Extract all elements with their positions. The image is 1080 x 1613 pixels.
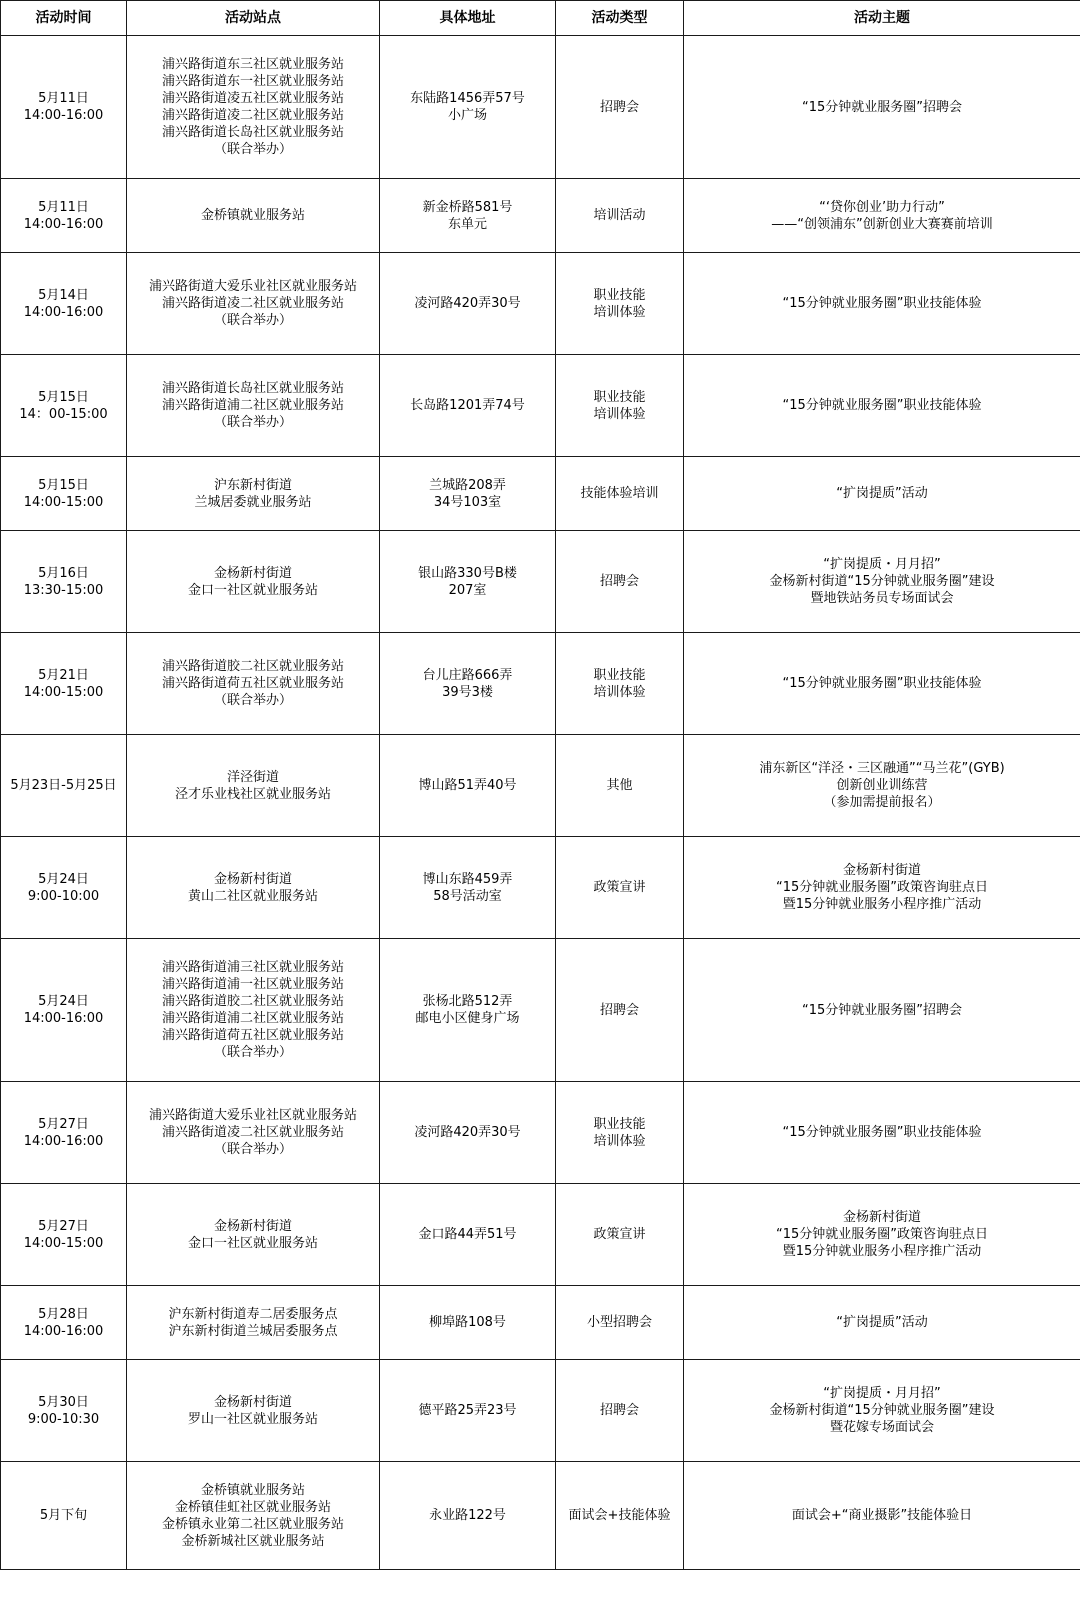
type-cell — [556, 735, 684, 837]
type-text: 培训体验 — [593, 406, 646, 422]
station-text: 金杨新村街道 — [213, 871, 292, 887]
time-text: 14:00-16:00 — [23, 304, 104, 320]
theme-text: 暨15分钟就业服务小程序推广活动 — [782, 1244, 982, 1259]
type-text: 培训体验 — [593, 304, 646, 320]
column-header-address: 具体地址 — [380, 1, 556, 36]
time-text: 14:00-16:00 — [23, 108, 104, 123]
time-text: 5月27日 — [38, 1116, 89, 1132]
time-text: 5月15日 — [38, 389, 89, 405]
address-cell — [380, 179, 556, 253]
theme-text: 创新创业训练营 — [836, 778, 928, 793]
table-row — [1, 36, 1080, 179]
time-cell — [1, 735, 127, 837]
station-text: 浦兴路街道荷五社区就业服务站 — [161, 676, 344, 691]
type-cell — [556, 1082, 684, 1184]
time-text: 5月28日 — [38, 1306, 89, 1322]
theme-cell — [684, 735, 1080, 837]
column-header-time: 活动时间 — [1, 1, 127, 36]
table-row — [1, 1462, 1080, 1570]
type-cell — [556, 1462, 684, 1570]
table-row — [1, 355, 1080, 457]
station-text: 泾才乐业栈社区就业服务站 — [174, 786, 331, 802]
theme-text: “‘贷你创业’助力行动” — [819, 199, 945, 215]
header-row — [1, 1, 1080, 36]
time-text: 5月21日 — [38, 667, 89, 683]
time-text: 5月16日 — [38, 565, 89, 581]
time-text: 5月30日 — [38, 1394, 89, 1410]
station-cell — [127, 1462, 380, 1570]
time-cell — [1, 355, 127, 457]
type-text: 培训体验 — [593, 1133, 646, 1149]
station-cell — [127, 1082, 380, 1184]
station-text: 金桥镇就业服务站 — [200, 1482, 305, 1498]
station-text: 浦兴路街道浦一社区就业服务站 — [161, 977, 344, 992]
station-text: 浦兴路街道凌五社区就业服务站 — [161, 91, 344, 106]
station-cell — [127, 1184, 380, 1286]
theme-cell — [684, 1082, 1080, 1184]
time-text: 9:00-10:00 — [27, 888, 100, 904]
theme-cell — [684, 1462, 1080, 1570]
address-text: 德平路25弄23号 — [418, 1403, 517, 1418]
time-cell — [1, 633, 127, 735]
time-cell — [1, 1082, 127, 1184]
address-cell — [380, 253, 556, 355]
theme-text: “15分钟就业服务圈”职业技能体验 — [782, 676, 982, 691]
theme-cell — [684, 253, 1080, 355]
table-row — [1, 1082, 1080, 1184]
station-text: 沪东新村街道寿二居委服务点 — [168, 1306, 338, 1322]
theme-text: “15分钟就业服务圈”政策咨询驻点日 — [775, 880, 988, 895]
theme-text: “扩岗提质・月月招” — [823, 557, 941, 572]
type-cell — [556, 253, 684, 355]
address-text: 邮电小区健身广场 — [415, 1011, 520, 1026]
station-text: 浦兴路街道凌二社区就业服务站 — [161, 296, 344, 311]
station-text: 浦兴路街道凌二社区就业服务站 — [161, 1125, 344, 1140]
type-cell — [556, 939, 684, 1082]
time-text: 5月24日 — [38, 871, 89, 887]
station-text: 金桥镇佳虹社区就业服务站 — [174, 1499, 331, 1515]
theme-text: ——“创领浦东”创新创业大赛赛前培训 — [771, 216, 993, 232]
address-cell — [380, 457, 556, 531]
station-text: 金桥镇永业第二社区就业服务站 — [161, 1516, 344, 1532]
station-text: 金口一社区就业服务站 — [187, 1235, 318, 1251]
time-text: 5月11日 — [38, 199, 89, 215]
address-cell — [380, 633, 556, 735]
type-text: 面试会+技能体验 — [568, 1508, 671, 1523]
theme-cell — [684, 36, 1080, 179]
time-text: 5月14日 — [38, 287, 89, 303]
table-row — [1, 1184, 1080, 1286]
theme-cell — [684, 531, 1080, 633]
type-text: 培训体验 — [593, 684, 646, 700]
station-cell — [127, 36, 380, 179]
address-cell — [380, 1286, 556, 1360]
time-cell — [1, 1184, 127, 1286]
table-row — [1, 253, 1080, 355]
station-text: （联合举办） — [213, 693, 292, 708]
station-cell — [127, 457, 380, 531]
type-cell — [556, 633, 684, 735]
station-text: 浦兴路街道凌二社区就业服务站 — [161, 108, 344, 123]
theme-text: 暨地铁站务员专场面试会 — [810, 591, 954, 606]
station-text: 金杨新村街道 — [213, 565, 292, 581]
time-text: 14:00-15:00 — [23, 684, 104, 700]
address-text: 东陆路1456弄57号 — [410, 91, 525, 106]
station-text: 浦兴路街道大爱乐业社区就业服务站 — [148, 279, 357, 294]
time-cell — [1, 457, 127, 531]
address-text: 柳埠路108号 — [429, 1315, 506, 1330]
time-text: 14:00-15:00 — [23, 1235, 104, 1251]
station-cell — [127, 179, 380, 253]
time-cell — [1, 253, 127, 355]
theme-text: （参加需提前报名） — [823, 795, 941, 810]
time-text: 5月下旬 — [39, 1508, 88, 1523]
address-cell — [380, 1360, 556, 1462]
table-row — [1, 939, 1080, 1082]
theme-text: 金杨新村街道“15分钟就业服务圈”建设 — [769, 1403, 995, 1418]
theme-text: “扩岗提质”活动 — [836, 1315, 928, 1330]
type-cell — [556, 355, 684, 457]
theme-cell — [684, 1184, 1080, 1286]
address-text: 小广场 — [447, 108, 487, 123]
type-text: 职业技能 — [593, 287, 646, 303]
station-text: （联合举办） — [213, 142, 292, 157]
time-text: 14:00-16:00 — [23, 216, 104, 232]
address-text: 凌河路420弄30号 — [414, 1125, 521, 1140]
theme-text: “15分钟就业服务圈”招聘会 — [801, 1002, 962, 1018]
type-text: 招聘会 — [599, 1403, 639, 1418]
station-text: 浦兴路街道长岛社区就业服务站 — [161, 125, 344, 140]
address-cell — [380, 1184, 556, 1286]
address-cell — [380, 1082, 556, 1184]
type-text: 职业技能 — [593, 667, 646, 683]
station-text: 黄山二社区就业服务站 — [187, 888, 318, 904]
address-cell — [380, 531, 556, 633]
type-text: 职业技能 — [593, 389, 646, 405]
address-text: 39号3楼 — [442, 684, 493, 700]
time-cell — [1, 939, 127, 1082]
type-text: 招聘会 — [599, 99, 639, 115]
type-cell — [556, 36, 684, 179]
table-row — [1, 179, 1080, 253]
station-cell — [127, 633, 380, 735]
time-cell — [1, 1462, 127, 1570]
type-text: 政策宣讲 — [593, 1227, 646, 1242]
table-row — [1, 735, 1080, 837]
type-cell — [556, 1184, 684, 1286]
theme-text: 金杨新村街道“15分钟就业服务圈”建设 — [769, 574, 995, 589]
station-text: 沪东新村街道 — [213, 477, 292, 493]
table-row — [1, 457, 1080, 531]
address-text: 新金桥路581号 — [422, 199, 513, 215]
time-cell — [1, 36, 127, 179]
address-text: 长岛路1201弄74号 — [410, 398, 525, 413]
station-text: 浦兴路街道东三社区就业服务站 — [161, 57, 344, 72]
time-text: 14:00-16:00 — [23, 1011, 104, 1026]
station-text: 罗山一社区就业服务站 — [187, 1411, 318, 1427]
address-text: 58号活动室 — [433, 888, 502, 904]
station-text: 浦兴路街道浦二社区就业服务站 — [161, 398, 344, 413]
theme-text: “15分钟就业服务圈”职业技能体验 — [782, 1125, 982, 1140]
time-text: 5月23日-5月25日 — [10, 778, 117, 793]
time-text: 5月11日 — [38, 91, 89, 106]
station-text: 浦兴路街道胶二社区就业服务站 — [161, 659, 344, 674]
time-text: 5月27日 — [38, 1218, 89, 1234]
station-text: 金杨新村街道 — [213, 1394, 292, 1410]
type-text: 技能体验培训 — [580, 486, 659, 501]
theme-text: 金杨新村街道 — [842, 1210, 921, 1225]
address-cell — [380, 36, 556, 179]
theme-cell — [684, 633, 1080, 735]
table-row — [1, 837, 1080, 939]
station-cell — [127, 1360, 380, 1462]
type-text: 招聘会 — [599, 1002, 639, 1018]
station-cell — [127, 253, 380, 355]
theme-text: 暨15分钟就业服务小程序推广活动 — [782, 897, 982, 912]
address-cell — [380, 735, 556, 837]
theme-text: 暨花嫁专场面试会 — [829, 1420, 934, 1435]
type-cell — [556, 179, 684, 253]
address-cell — [380, 1462, 556, 1570]
type-cell — [556, 1286, 684, 1360]
station-text: （联合举办） — [213, 415, 292, 430]
table-body — [1, 36, 1080, 1570]
theme-text: 浦东新区“洋泾・三区融通”“马兰花”(GYB) — [759, 761, 1005, 776]
station-text: 浦兴路街道荷五社区就业服务站 — [161, 1028, 344, 1043]
station-cell — [127, 1286, 380, 1360]
station-cell — [127, 735, 380, 837]
type-cell — [556, 457, 684, 531]
station-text: 金桥新城社区就业服务站 — [181, 1533, 325, 1549]
address-text: 博山路51弄40号 — [418, 778, 517, 793]
station-text: （联合举办） — [213, 313, 292, 328]
theme-text: “15分钟就业服务圈”招聘会 — [801, 99, 962, 115]
station-text: 洋泾街道 — [226, 769, 279, 785]
time-text: 14:00-16:00 — [23, 1133, 104, 1149]
time-cell — [1, 531, 127, 633]
station-cell — [127, 531, 380, 633]
address-cell — [380, 939, 556, 1082]
time-text: 14:00-15:00 — [23, 494, 104, 510]
station-text: 兰城居委就业服务站 — [194, 494, 312, 510]
theme-text: “扩岗提质・月月招” — [823, 1386, 941, 1401]
station-text: 金口一社区就业服务站 — [187, 582, 318, 598]
theme-cell — [684, 179, 1080, 253]
theme-text: “15分钟就业服务圈”职业技能体验 — [782, 398, 982, 413]
station-text: 浦兴路街道东一社区就业服务站 — [161, 74, 344, 89]
table-row — [1, 1360, 1080, 1462]
time-text: 14:00-16:00 — [23, 1323, 104, 1339]
table-row — [1, 633, 1080, 735]
time-text: 13:30-15:00 — [23, 582, 104, 598]
station-text: 浦兴路街道胶二社区就业服务站 — [161, 994, 344, 1009]
station-text: （联合举办） — [213, 1045, 292, 1060]
theme-text: 金杨新村街道 — [842, 863, 921, 878]
theme-text: “15分钟就业服务圈”职业技能体验 — [782, 296, 982, 311]
type-cell — [556, 1360, 684, 1462]
address-cell — [380, 355, 556, 457]
time-cell — [1, 179, 127, 253]
address-text: 银山路330号B楼 — [418, 565, 517, 581]
address-text: 金口路44弄51号 — [418, 1227, 517, 1242]
station-text: 金桥镇就业服务站 — [200, 208, 305, 223]
station-text: 沪东新村街道兰城居委服务点 — [168, 1323, 338, 1339]
column-header-theme: 活动主题 — [684, 1, 1080, 36]
type-text: 小型招聘会 — [586, 1315, 652, 1330]
address-text: 兰城路208弄 — [429, 477, 506, 493]
time-cell — [1, 1286, 127, 1360]
type-text: 招聘会 — [599, 574, 639, 589]
table-row — [1, 531, 1080, 633]
theme-cell — [684, 1286, 1080, 1360]
address-text: 永业路122号 — [429, 1508, 506, 1523]
time-text: 5月15日 — [38, 477, 89, 493]
address-text: 凌河路420弄30号 — [414, 296, 521, 311]
table-row — [1, 1286, 1080, 1360]
address-text: 34号103室 — [433, 494, 502, 510]
theme-cell — [684, 1360, 1080, 1462]
type-cell — [556, 531, 684, 633]
type-text: 职业技能 — [593, 1116, 646, 1132]
theme-cell — [684, 457, 1080, 531]
time-cell — [1, 1360, 127, 1462]
address-text: 张杨北路512弄 — [422, 994, 513, 1009]
column-header-station: 活动站点 — [127, 1, 380, 36]
theme-cell — [684, 837, 1080, 939]
type-text: 其他 — [606, 778, 633, 793]
address-text: 博山东路459弄 — [422, 871, 513, 887]
time-cell — [1, 837, 127, 939]
theme-cell — [684, 355, 1080, 457]
station-cell — [127, 837, 380, 939]
type-text: 政策宣讲 — [593, 880, 646, 895]
address-text: 东单元 — [447, 216, 487, 232]
theme-text: “15分钟就业服务圈”政策咨询驻点日 — [775, 1227, 988, 1242]
station-cell — [127, 939, 380, 1082]
address-cell — [380, 837, 556, 939]
time-text: 14：00-15:00 — [19, 406, 108, 422]
station-text: 金杨新村街道 — [213, 1218, 292, 1234]
station-cell — [127, 355, 380, 457]
column-header-type: 活动类型 — [556, 1, 684, 36]
address-text: 台儿庄路666弄 — [422, 667, 513, 683]
theme-text: “扩岗提质”活动 — [836, 486, 928, 501]
station-text: 浦兴路街道浦二社区就业服务站 — [161, 1011, 344, 1026]
station-text: （联合举办） — [213, 1142, 292, 1157]
theme-text: 面试会+“商业摄影”技能体验日 — [791, 1508, 973, 1523]
type-text: 培训活动 — [593, 208, 646, 223]
station-text: 浦兴路街道长岛社区就业服务站 — [161, 381, 344, 396]
time-text: 5月24日 — [38, 994, 89, 1009]
type-cell — [556, 837, 684, 939]
station-text: 浦兴路街道大爱乐业社区就业服务站 — [148, 1108, 357, 1123]
station-text: 浦兴路街道浦三社区就业服务站 — [161, 960, 344, 975]
time-text: 9:00-10:30 — [27, 1411, 100, 1427]
theme-cell — [684, 939, 1080, 1082]
address-text: 207室 — [448, 582, 487, 598]
